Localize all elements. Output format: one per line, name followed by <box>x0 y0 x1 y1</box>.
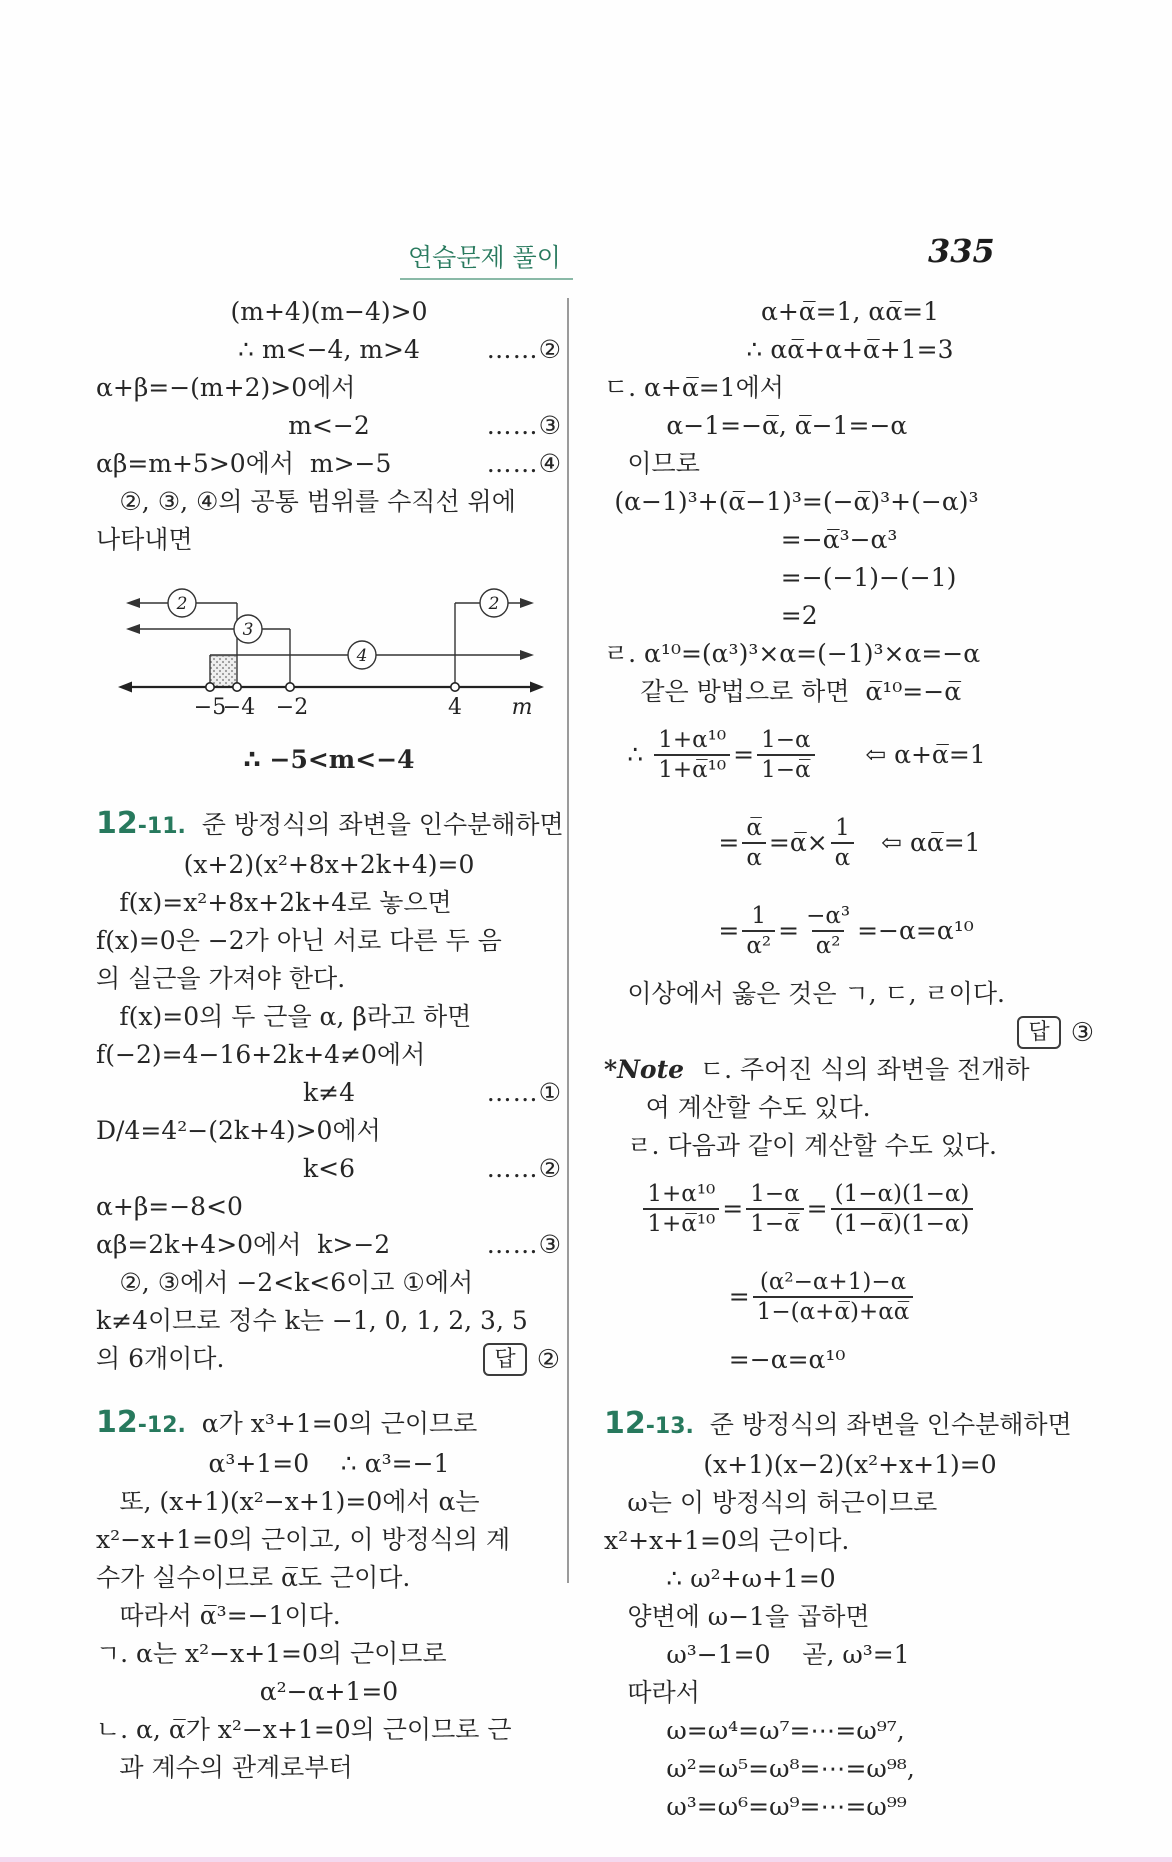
math-line: 따라서 α̅³=−1이다. <box>119 1601 341 1630</box>
fraction-denominator: (1−α̅)(1−α) <box>831 1208 974 1238</box>
reference-marker: ……① <box>486 1078 562 1107</box>
fraction <box>654 726 730 784</box>
number-line-diagram <box>110 567 548 725</box>
problem-number-major: 12 <box>96 806 138 841</box>
math-line: (m+4)(m−4)>0 <box>230 297 428 326</box>
fraction-numerator: (1−α)(1−α) <box>834 1181 970 1207</box>
fraction-numerator: 1 <box>835 815 850 841</box>
problem-heading: 12-13. 준 방정식의 좌변을 인수분해하면 <box>604 1406 1072 1441</box>
math-line: ㄹ. α¹⁰=(α³)³×α=(−1)³×α=−α <box>604 639 981 668</box>
math-line: ㄱ. α는 x²−x+1=0의 근이므로 <box>96 1639 447 1668</box>
math-line: αβ=m+5>0에서 m>−5 ……④ <box>96 445 562 483</box>
math-line: ㄴ. α, α̅가 x²−x+1=0의 근이므로 근 <box>96 1715 512 1744</box>
right-column <box>604 293 1096 1826</box>
svg-text:m: m <box>511 695 533 720</box>
fraction-denominator: 1+α̅¹⁰ <box>643 1208 719 1238</box>
content-columns <box>96 293 1096 1826</box>
svg-text:2: 2 <box>176 594 188 614</box>
math-line: (x+2)(x²+8x+2k+4)=0 <box>183 850 475 879</box>
math-line: ∴ αα̅+α+α̅+1=3 <box>746 335 954 364</box>
math-line: ω는 이 방정식의 허근이므로 <box>627 1488 938 1517</box>
math-line: m<−2 ……③ <box>96 407 562 445</box>
math-line: 과 계수의 관계로부터 <box>119 1753 353 1782</box>
math-line: f(−2)=4−16+2k+4≠0에서 <box>96 1040 426 1069</box>
math-line: α−1=−α̅, α̅−1=−α <box>666 411 908 440</box>
math-line: f(x)=0의 두 근을 α, β라고 하면 <box>119 1002 472 1031</box>
math-line: f(x)=x²+8x+2k+4로 놓으면 <box>119 888 452 917</box>
fraction-denominator: 1−α̅ <box>757 754 814 784</box>
reference-marker: ……④ <box>486 449 562 478</box>
fraction <box>742 814 766 872</box>
problem-number-major: 12 <box>96 1405 138 1440</box>
math-line: 의 실근을 가져야 한다. <box>96 964 346 993</box>
fraction-denominator: α² <box>742 930 775 960</box>
answer-number: ② <box>536 1345 560 1375</box>
math-line: 나타내면 <box>96 525 193 554</box>
fraction-numerator: 1−α <box>761 727 811 753</box>
fraction <box>742 902 775 960</box>
svg-text:4: 4 <box>448 695 462 720</box>
math-line: k≠4 ……① <box>96 1074 562 1112</box>
fraction <box>746 1180 803 1238</box>
math-line: *Note ㄷ. 주어진 식의 좌변을 전개하 <box>604 1055 1030 1084</box>
fraction-numerator: −α³ <box>806 903 851 929</box>
math-line: 같은 방법으로 하면 α̅¹⁰=−α̅ <box>640 677 962 706</box>
reference-marker: ……② <box>486 1154 562 1183</box>
answer-badge <box>1017 1016 1094 1049</box>
fraction-numerator: 1−α <box>750 1181 800 1207</box>
page-header-title: 연습문제 풀이 <box>400 238 573 280</box>
math-line: ∴ ω²+ω+1=0 <box>666 1564 836 1593</box>
fraction <box>643 1180 719 1238</box>
svg-text:−5: −5 <box>193 695 227 720</box>
math-line: = $\frac{\text{(α²−α+1)−α}}{1-(\alpha+\alpha̅)+\alpha\alpha̅}$ <box>604 1253 1096 1341</box>
fraction-denominator: 1+α̅¹⁰ <box>654 754 730 784</box>
math-line: ω²=ω⁵=ω⁸=⋯=ω⁹⁸, <box>666 1754 915 1783</box>
math-line: 따라서 <box>627 1678 700 1707</box>
fraction <box>831 814 855 872</box>
math-line: ㄷ. α+α̅=1에서 <box>604 373 784 402</box>
math-line: ㄹ. 다음과 같이 계산할 수도 있다. <box>627 1131 997 1160</box>
fraction <box>802 902 854 960</box>
answer-box: 답 <box>483 1343 526 1376</box>
math-line: =2 <box>780 601 818 630</box>
math-line: 이므로 <box>627 449 700 478</box>
fraction <box>757 726 814 784</box>
problem-heading: 12-11. 준 방정식의 좌변을 인수분해하면 <box>96 806 564 841</box>
math-line: ②, ③에서 −2<k<6이고 ①에서 <box>119 1268 474 1297</box>
number-line-figure <box>96 559 562 733</box>
fraction-numerator: 1+α¹⁰ <box>658 727 727 753</box>
math-line: $\frac{\text{1+α¹⁰}}{\text{1+α̅¹⁰}}$ = $\frac{1-\alpha}{1-\alpha̅}$ = $\frac{(1-\alpha)(1-\alpha)}{(1-\alpha̅)(1-\alpha)}$ <box>604 1165 1096 1253</box>
page-number: 335 <box>928 232 995 270</box>
problem-number-major: 12 <box>604 1406 646 1441</box>
svg-text:−4: −4 <box>222 695 256 720</box>
problem-number-minor: -11. <box>137 814 186 839</box>
math-line: α+α̅=1, αα̅=1 <box>760 297 940 326</box>
left-column <box>96 293 562 1826</box>
fraction-denominator: α <box>742 842 766 872</box>
math-line: ω³−1=0 곧, ω³=1 <box>666 1640 910 1669</box>
svg-text:4: 4 <box>356 646 368 666</box>
math-line: =−α=α¹⁰ <box>728 1345 846 1374</box>
fraction-denominator: 1−α̅ <box>746 1208 803 1238</box>
math-line: k<6 ……② <box>96 1150 562 1188</box>
math-line: 양변에 ω−1을 곱하면 <box>627 1602 870 1631</box>
svg-text:2: 2 <box>488 594 500 614</box>
math-line: ω³=ω⁶=ω⁹=⋯=ω⁹⁹ <box>666 1792 907 1821</box>
math-line: k≠4이므로 정수 k는 −1, 0, 1, 2, 3, 5 <box>96 1306 528 1335</box>
answer-number: ③ <box>1070 1018 1094 1048</box>
math-line: 여 계산할 수도 있다. <box>645 1093 871 1122</box>
math-line: (x+1)(x−2)(x²+x+1)=0 <box>703 1450 997 1479</box>
math-line: = $\frac{\alpha̅}{\alpha}$ =α̅× $\frac{1}{\alpha}$ ⇦ αα̅=1 <box>718 815 981 871</box>
math-line: ∴ $\frac{\text{1+α¹⁰}}{\text{1+α̅¹⁰}}$ = $\frac{1-\alpha}{1-\alpha̅}$ ⇦ α+α̅=1 <box>627 727 986 783</box>
problem-heading: 12-12. α가 x³+1=0의 근이므로 <box>96 1405 478 1440</box>
math-line: =−(−1)−(−1) <box>780 563 957 592</box>
math-line: D/4=4²−(2k+4)>0에서 <box>96 1116 381 1145</box>
math-line: x²−x+1=0의 근이고, 이 방정식의 계 <box>96 1525 511 1554</box>
svg-text:−2: −2 <box>275 695 309 720</box>
math-line: 이상에서 옳은 것은 ㄱ, ㄷ, ㄹ이다. <box>627 979 1005 1008</box>
problem-number-minor: -13. <box>645 1414 694 1439</box>
reference-marker: ……② <box>486 335 562 364</box>
math-line: ∴ m<−4, m>4 ……② <box>96 331 562 369</box>
math-line: = $\frac{1}{\text{α²}}$ = $\frac{\text{−α³}}{\text{α²}}$ =−α=α¹⁰ <box>718 903 974 959</box>
fraction-denominator: α² <box>812 930 845 960</box>
math-line: α+β=−8<0 <box>96 1192 243 1221</box>
math-line: =−α̅³−α³ <box>780 525 898 554</box>
fraction-numerator: 1+α¹⁰ <box>647 1181 716 1207</box>
answer-box: 답 <box>1017 1016 1060 1049</box>
math-line: (α−1)³+(α̅−1)³=(−α̅)³+(−α)³ <box>614 487 979 516</box>
math-line: α+β=−(m+2)>0에서 <box>96 373 356 402</box>
math-line: x²+x+1=0의 근이다. <box>604 1526 850 1555</box>
answer-line: 의 6개이다. 답 ② <box>96 1344 560 1375</box>
fraction-denominator: 1−(α+α̅)+αα̅ <box>753 1296 914 1326</box>
fraction-numerator: (α²−α+1)−α <box>759 1269 907 1295</box>
fraction <box>753 1268 914 1326</box>
problem-number-minor: -12. <box>137 1413 186 1438</box>
shaded-solution-region <box>210 656 237 687</box>
reference-marker: ……③ <box>486 1230 562 1259</box>
math-line: 또, (x+1)(x²−x+1)=0에서 α는 <box>119 1487 480 1516</box>
answer-line <box>604 1013 1096 1051</box>
fraction-numerator: α̅ <box>746 815 762 841</box>
fraction-numerator: 1 <box>751 903 767 929</box>
fraction <box>831 1180 974 1238</box>
math-line: f(x)=0은 −2가 아닌 서로 다른 두 음 <box>96 926 502 955</box>
math-line: ②, ③, ④의 공통 범위를 수직선 위에 <box>119 487 516 516</box>
svg-text:3: 3 <box>242 620 254 640</box>
math-line: ∴ −5<m<−4 <box>243 745 415 774</box>
math-line: 수가 실수이므로 α̅도 근이다. <box>96 1563 411 1592</box>
reference-marker: ……③ <box>486 411 562 440</box>
math-line: α³+1=0 ∴ α³=−1 <box>208 1449 450 1478</box>
answer-badge <box>483 1343 560 1376</box>
math-line: αβ=2k+4>0에서 k>−2 ……③ <box>96 1226 562 1264</box>
page-bottom-edge <box>0 1857 1172 1862</box>
math-line: α²−α+1=0 <box>259 1677 399 1706</box>
math-line: ω=ω⁴=ω⁷=⋯=ω⁹⁷, <box>666 1716 905 1745</box>
fraction-denominator: α <box>831 842 855 872</box>
